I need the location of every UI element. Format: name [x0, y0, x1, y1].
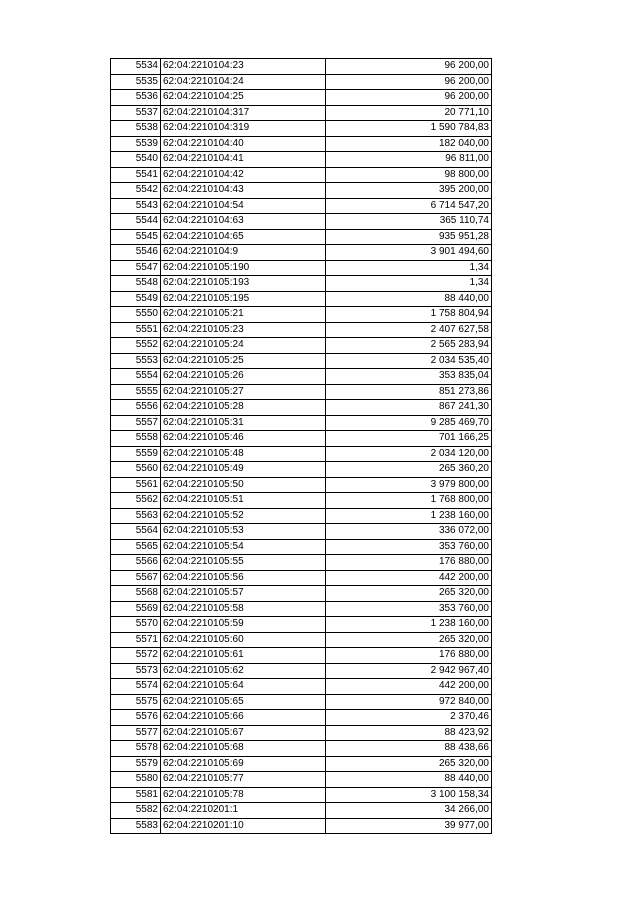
table-row: [111, 756, 492, 772]
cadastral-number-cell: 62:04:2210105:53: [161, 524, 326, 540]
row-number-cell: 5573: [111, 663, 161, 679]
row-number-cell: 5549: [111, 291, 161, 307]
cadastral-number-cell: 62:04:2210105:48: [161, 446, 326, 462]
cadastral-value-cell: 972 840,00: [326, 694, 492, 710]
row-number-cell: 5548: [111, 276, 161, 292]
cadastral-number-cell: 62:04:2210105:58: [161, 601, 326, 617]
cadastral-value-cell: 867 241,30: [326, 400, 492, 416]
cadastral-number-cell: 62:04:2210105:27: [161, 384, 326, 400]
cadastral-number-cell: 62:04:2210105:67: [161, 725, 326, 741]
table-row: [111, 121, 492, 137]
row-number-cell: 5569: [111, 601, 161, 617]
cadastral-number-cell: 62:04:2210201:10: [161, 818, 326, 834]
cadastral-number-cell: 62:04:2210105:193: [161, 276, 326, 292]
cadastral-value-cell: 336 072,00: [326, 524, 492, 540]
cadastral-value-cell: 1 238 160,00: [326, 508, 492, 524]
table-row: [111, 725, 492, 741]
row-number-cell: 5544: [111, 214, 161, 230]
cadastral-value-cell: 96 811,00: [326, 152, 492, 168]
cadastral-value-cell: 265 320,00: [326, 756, 492, 772]
cadastral-number-cell: 62:04:2210104:24: [161, 74, 326, 90]
cadastral-number-cell: 62:04:2210104:40: [161, 136, 326, 152]
cadastral-number-cell: 62:04:2210105:59: [161, 617, 326, 633]
row-number-cell: 5540: [111, 152, 161, 168]
cadastral-value-cell: 88 438,66: [326, 741, 492, 757]
cadastral-value-cell: 2 370,46: [326, 710, 492, 726]
cadastral-number-cell: 62:04:2210105:69: [161, 756, 326, 772]
table-row: [111, 446, 492, 462]
table-row: [111, 772, 492, 788]
row-number-cell: 5570: [111, 617, 161, 633]
cadastral-number-cell: 62:04:2210104:63: [161, 214, 326, 230]
table-row: [111, 586, 492, 602]
table-row: [111, 245, 492, 261]
cadastral-value-cell: 6 714 547,20: [326, 198, 492, 214]
cadastral-value-cell: 34 266,00: [326, 803, 492, 819]
cadastral-value-cell: 442 200,00: [326, 570, 492, 586]
table-row: [111, 90, 492, 106]
row-number-cell: 5558: [111, 431, 161, 447]
table-row: [111, 214, 492, 230]
cadastral-value-cell: 265 320,00: [326, 632, 492, 648]
row-number-cell: 5579: [111, 756, 161, 772]
table-row: [111, 167, 492, 183]
cadastral-value-cell: 176 880,00: [326, 648, 492, 664]
cadastral-number-cell: 62:04:2210104:54: [161, 198, 326, 214]
cadastral-value-cell: 851 273,86: [326, 384, 492, 400]
table-row: [111, 477, 492, 493]
cadastral-number-cell: 62:04:2210105:190: [161, 260, 326, 276]
row-number-cell: 5545: [111, 229, 161, 245]
cadastral-number-cell: 62:04:2210105:55: [161, 555, 326, 571]
row-number-cell: 5561: [111, 477, 161, 493]
cadastral-number-cell: 62:04:2210105:60: [161, 632, 326, 648]
cadastral-value-cell: 1 768 800,00: [326, 493, 492, 509]
row-number-cell: 5555: [111, 384, 161, 400]
cadastral-number-cell: 62:04:2210104:41: [161, 152, 326, 168]
cadastral-value-cell: 353 760,00: [326, 601, 492, 617]
row-number-cell: 5572: [111, 648, 161, 664]
cadastral-number-cell: 62:04:2210104:9: [161, 245, 326, 261]
cadastral-value-cell: 3 901 494,60: [326, 245, 492, 261]
row-number-cell: 5581: [111, 787, 161, 803]
row-number-cell: 5547: [111, 260, 161, 276]
cadastral-number-cell: 62:04:2210104:43: [161, 183, 326, 199]
table-row: [111, 710, 492, 726]
row-number-cell: 5541: [111, 167, 161, 183]
table-row: [111, 818, 492, 834]
table-row: [111, 787, 492, 803]
table-row: [111, 276, 492, 292]
cadastral-number-cell: 62:04:2210105:26: [161, 369, 326, 385]
row-number-cell: 5559: [111, 446, 161, 462]
table-row: [111, 105, 492, 121]
row-number-cell: 5560: [111, 462, 161, 478]
cadastral-number-cell: 62:04:2210105:46: [161, 431, 326, 447]
row-number-cell: 5554: [111, 369, 161, 385]
row-number-cell: 5568: [111, 586, 161, 602]
row-number-cell: 5578: [111, 741, 161, 757]
cadastral-number-cell: 62:04:2210105:50: [161, 477, 326, 493]
table-row: [111, 462, 492, 478]
table-row: [111, 369, 492, 385]
cadastral-number-cell: 62:04:2210104:25: [161, 90, 326, 106]
table-row: [111, 136, 492, 152]
cadastral-number-cell: 62:04:2210105:56: [161, 570, 326, 586]
cadastral-value-cell: 1,34: [326, 260, 492, 276]
cadastral-number-cell: 62:04:2210105:21: [161, 307, 326, 323]
cadastral-number-cell: 62:04:2210105:195: [161, 291, 326, 307]
cadastral-value-cell: 395 200,00: [326, 183, 492, 199]
cadastral-number-cell: 62:04:2210105:31: [161, 415, 326, 431]
table-row: [111, 570, 492, 586]
cadastral-value-cell: 2 034 120,00: [326, 446, 492, 462]
cadastral-value-cell: 9 285 469,70: [326, 415, 492, 431]
row-number-cell: 5580: [111, 772, 161, 788]
table-row: [111, 307, 492, 323]
table-row: [111, 415, 492, 431]
cadastral-number-cell: 62:04:2210104:23: [161, 59, 326, 75]
row-number-cell: 5574: [111, 679, 161, 695]
cadastral-number-cell: 62:04:2210105:77: [161, 772, 326, 788]
cadastral-value-cell: 353 835,04: [326, 369, 492, 385]
cadastral-value-cell: 1 590 784,83: [326, 121, 492, 137]
table-row: [111, 400, 492, 416]
cadastral-value-cell: 265 320,00: [326, 586, 492, 602]
cadastral-number-cell: 62:04:2210105:66: [161, 710, 326, 726]
cadastral-number-cell: 62:04:2210105:61: [161, 648, 326, 664]
cadastral-value-cell: 701 166,25: [326, 431, 492, 447]
table-row: [111, 524, 492, 540]
cadastral-value-cell: 1 758 804,94: [326, 307, 492, 323]
cadastral-value-cell: 3 100 158,34: [326, 787, 492, 803]
table-row: [111, 59, 492, 75]
table-row: [111, 183, 492, 199]
cadastral-value-cell: 1 238 160,00: [326, 617, 492, 633]
cadastral-number-cell: 62:04:2210105:62: [161, 663, 326, 679]
cadastral-value-cell: 182 040,00: [326, 136, 492, 152]
cadastral-number-cell: 62:04:2210104:319: [161, 121, 326, 137]
cadastral-value-cell: 96 200,00: [326, 90, 492, 106]
cadastre-value-table: [110, 58, 492, 834]
row-number-cell: 5567: [111, 570, 161, 586]
row-number-cell: 5563: [111, 508, 161, 524]
row-number-cell: 5552: [111, 338, 161, 354]
row-number-cell: 5575: [111, 694, 161, 710]
row-number-cell: 5556: [111, 400, 161, 416]
table-row: [111, 260, 492, 276]
cadastral-number-cell: 62:04:2210105:51: [161, 493, 326, 509]
cadastral-value-cell: 88 440,00: [326, 291, 492, 307]
cadastral-value-cell: 365 110,74: [326, 214, 492, 230]
cadastral-value-cell: 3 979 800,00: [326, 477, 492, 493]
cadastral-number-cell: 62:04:2210105:78: [161, 787, 326, 803]
row-number-cell: 5576: [111, 710, 161, 726]
row-number-cell: 5565: [111, 539, 161, 555]
cadastral-value-cell: 2 942 967,40: [326, 663, 492, 679]
row-number-cell: 5553: [111, 353, 161, 369]
cadastral-value-cell: 176 880,00: [326, 555, 492, 571]
row-number-cell: 5542: [111, 183, 161, 199]
row-number-cell: 5564: [111, 524, 161, 540]
row-number-cell: 5582: [111, 803, 161, 819]
table-row: [111, 648, 492, 664]
table-row: [111, 431, 492, 447]
table-row: [111, 291, 492, 307]
cadastral-number-cell: 62:04:2210105:68: [161, 741, 326, 757]
row-number-cell: 5538: [111, 121, 161, 137]
cadastral-value-cell: 88 423,92: [326, 725, 492, 741]
table-row: [111, 508, 492, 524]
table-row: [111, 384, 492, 400]
table-row: [111, 353, 492, 369]
table-row: [111, 694, 492, 710]
cadastral-number-cell: 62:04:2210105:24: [161, 338, 326, 354]
row-number-cell: 5536: [111, 90, 161, 106]
cadastral-value-cell: 1,34: [326, 276, 492, 292]
cadastral-value-cell: 98 800,00: [326, 167, 492, 183]
row-number-cell: 5557: [111, 415, 161, 431]
table-row: [111, 493, 492, 509]
row-number-cell: 5550: [111, 307, 161, 323]
cadastral-number-cell: 62:04:2210104:42: [161, 167, 326, 183]
table-row: [111, 539, 492, 555]
cadastral-value-cell: 20 771,10: [326, 105, 492, 121]
table-row: [111, 338, 492, 354]
table-row: [111, 679, 492, 695]
row-number-cell: 5577: [111, 725, 161, 741]
table-row: [111, 152, 492, 168]
cadastral-number-cell: 62:04:2210105:23: [161, 322, 326, 338]
cadastral-number-cell: 62:04:2210105:65: [161, 694, 326, 710]
cadastral-number-cell: 62:04:2210105:28: [161, 400, 326, 416]
table-row: [111, 322, 492, 338]
row-number-cell: 5534: [111, 59, 161, 75]
row-number-cell: 5571: [111, 632, 161, 648]
cadastral-number-cell: 62:04:2210105:64: [161, 679, 326, 695]
cadastral-number-cell: 62:04:2210105:57: [161, 586, 326, 602]
cadastral-number-cell: 62:04:2210105:49: [161, 462, 326, 478]
table-row: [111, 198, 492, 214]
cadastral-number-cell: 62:04:2210104:65: [161, 229, 326, 245]
table-body: [111, 59, 492, 834]
table-row: [111, 741, 492, 757]
cadastral-value-cell: 2 565 283,94: [326, 338, 492, 354]
cadastral-value-cell: 442 200,00: [326, 679, 492, 695]
table-row: [111, 803, 492, 819]
row-number-cell: 5546: [111, 245, 161, 261]
cadastral-number-cell: 62:04:2210105:52: [161, 508, 326, 524]
cadastral-value-cell: 2 407 627,58: [326, 322, 492, 338]
row-number-cell: 5537: [111, 105, 161, 121]
row-number-cell: 5583: [111, 818, 161, 834]
cadastral-number-cell: 62:04:2210105:54: [161, 539, 326, 555]
table-row: [111, 555, 492, 571]
cadastral-value-cell: 39 977,00: [326, 818, 492, 834]
cadastral-value-cell: 2 034 535,40: [326, 353, 492, 369]
row-number-cell: 5535: [111, 74, 161, 90]
cadastral-value-cell: 353 760,00: [326, 539, 492, 555]
row-number-cell: 5551: [111, 322, 161, 338]
row-number-cell: 5562: [111, 493, 161, 509]
cadastral-number-cell: 62:04:2210104:317: [161, 105, 326, 121]
cadastral-value-cell: 935 951,28: [326, 229, 492, 245]
table-row: [111, 601, 492, 617]
table-row: [111, 74, 492, 90]
cadastral-value-cell: 88 440,00: [326, 772, 492, 788]
row-number-cell: 5543: [111, 198, 161, 214]
row-number-cell: 5566: [111, 555, 161, 571]
table-row: [111, 617, 492, 633]
table-row: [111, 632, 492, 648]
cadastral-number-cell: 62:04:2210201:1: [161, 803, 326, 819]
table-row: [111, 229, 492, 245]
cadastral-value-cell: 96 200,00: [326, 74, 492, 90]
cadastral-number-cell: 62:04:2210105:25: [161, 353, 326, 369]
cadastral-value-cell: 265 360,20: [326, 462, 492, 478]
table-row: [111, 663, 492, 679]
cadastral-value-cell: 96 200,00: [326, 59, 492, 75]
row-number-cell: 5539: [111, 136, 161, 152]
